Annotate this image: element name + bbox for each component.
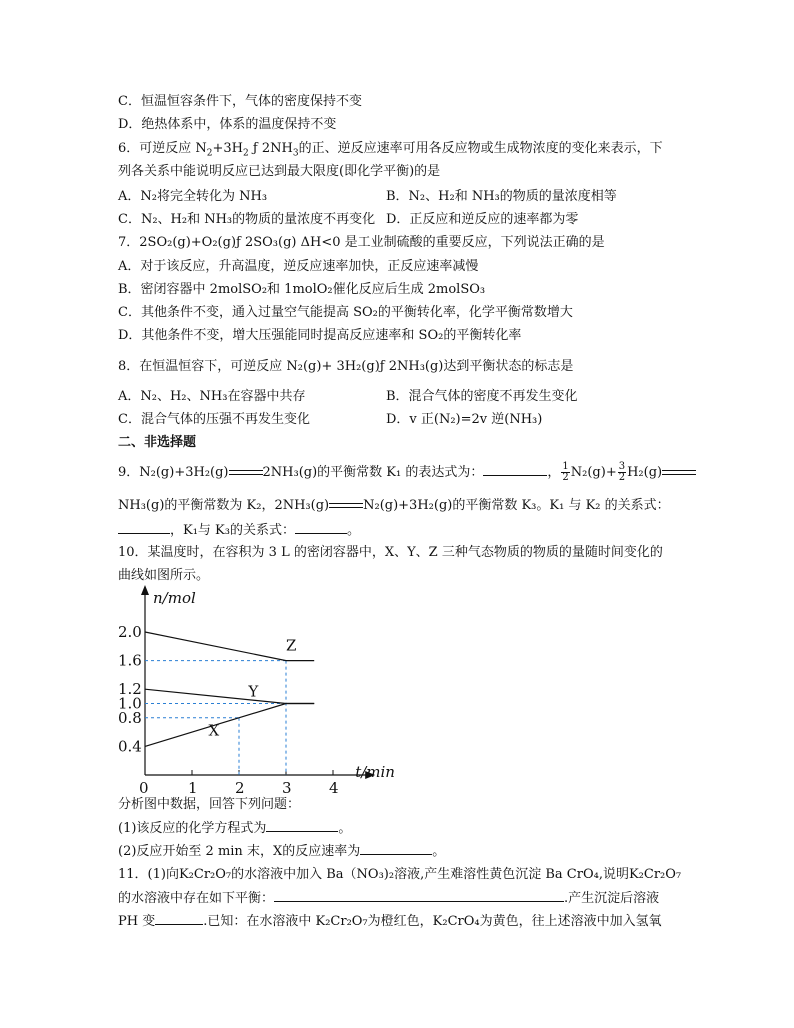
q6-option-b: B．N₂、H₂和 NH₃的物质的量浓度相等 (386, 189, 617, 204)
q7-option-b: B．密闭容器中 2molSO₂和 1molO₂催化反应后生成 2molSO₃ (118, 282, 486, 297)
y-tick-label: 0.8 (118, 708, 142, 727)
x-tick-label: 3 (282, 779, 292, 795)
question-11-line-3: PH 变 .已知：在水溶液中 K₂Cr₂O₇为橙红色，K₂CrO₄为黄色，往上述溶液中加入氢氧 (118, 914, 662, 929)
series-line-y (145, 689, 314, 703)
y-axis-label: n/mol (153, 589, 196, 607)
equilibrium-arrows-icon (662, 469, 696, 477)
answer-blank[interactable] (295, 521, 347, 534)
y-tick-label: 0.4 (118, 737, 142, 756)
x-tick-label: 0 (139, 779, 149, 795)
series-label-x: X (208, 721, 220, 740)
answer-blank[interactable] (274, 889, 564, 902)
y-tick-label: 1.6 (118, 651, 142, 670)
question-6-stem-cont: 列各关系中能说明反应已达到最大限度(即化学平衡)的是 (118, 164, 441, 179)
answer-blank[interactable] (118, 521, 170, 534)
question-9-line-3: ，K₁与 K₃的关系式： 。 (118, 521, 360, 540)
y-tick-label: 1.2 (118, 680, 142, 699)
question-10-stem-cont: 曲线如图所示。 (118, 568, 210, 583)
q8-option-c: C．混合气体的压强不再发生变化 (118, 412, 310, 427)
q8-option-a: A．N₂、H₂、NH₃在容器中共存 (118, 389, 306, 404)
answer-blank[interactable] (360, 842, 432, 855)
q7-option-c: C．其他条件不变，通入过量空气能提高 SO₂的平衡转化率，化学平衡常数增大 (118, 305, 573, 320)
question-10-part-1: (1)该反应的化学方程式为 。 (118, 821, 352, 836)
question-10-prompt: 分析图中数据，回答下列问题： (118, 797, 301, 812)
equilibrium-arrows-icon (329, 502, 363, 510)
x-axis-label: t/min (355, 763, 395, 781)
x-tick-label: 1 (188, 779, 198, 795)
answer-blank[interactable] (266, 819, 338, 832)
question-9-line-1: 9．N₂(g)+3H₂(g) 2NH₃(g)的平衡常数 K₁ 的表达式为： ， $\frac{1}{2}$ N₂(g)+ $\frac{3}{2}$ H₂(g) (118, 462, 696, 483)
question-10-stem: 10．某温度时，在容积为 3 L 的密闭容器中，X、Y、Z 三种气态物质的物质的量随时间变化的 (118, 545, 663, 560)
question-6-stem: 6．可逆反应 $N_2+3H_2$ ƒ $2NH_3$的正、逆反应速率可用各反应物或生成物浓度的变化来表示，下 (118, 141, 663, 159)
series-line-x (145, 704, 314, 747)
y-tick-label: 2.0 (118, 623, 142, 641)
q6-option-c: C．N₂、H₂和 NH₃的物质的量浓度不再变化 (118, 212, 376, 227)
question-7-stem: 7．2SO₂(g)+O₂(g)ƒ 2SO₃(g) ΔH<0 是工业制硫酸的重要反应，下列说法正确的是 (118, 235, 605, 250)
x-tick-label: 4 (329, 779, 339, 795)
q8-option-b: B．混合气体的密度不再发生变化 (386, 389, 578, 404)
series-label-z: Z (286, 636, 297, 655)
fraction-half: $\frac{1}{2}$ (562, 461, 569, 483)
question-8-stem: 8．在恒温恒容下，可逆反应 N₂(g)+ 3H₂(g)ƒ 2NH₃(g)达到平衡状态的标志是 (118, 359, 574, 374)
q8-option-d: D．v 正(N₂)=2v 逆(NH₃) (386, 412, 543, 427)
question-11-line-2: 的水溶液中存在如下平衡： .产生沉淀后溶液 (118, 891, 660, 906)
y-tick-label: 1.0 (118, 694, 142, 713)
question-10-part-2: (2)反应开始至 2 min 末，X的反应速率为 。 (118, 844, 446, 859)
answer-blank[interactable] (483, 463, 547, 476)
question-9-line-2: NH₃(g)的平衡常数为 K₂，2NH₃(g) N₂(g)+3H₂(g)的平衡常数 K₃。K₁ 与 K₂ 的关系式： (118, 498, 670, 513)
q6-option-d: D．正反应和逆反应的速率都为零 (386, 212, 579, 227)
option-d-line: D．绝热体系中，体系的温度保持不变 (118, 117, 337, 132)
equilibrium-arrows-icon (229, 469, 263, 477)
q7-option-a: A．对于该反应，升高温度，逆反应速率加快，正反应速率减慢 (118, 259, 479, 274)
y-axis-arrow-icon (141, 585, 149, 595)
section-heading: 二、非选择题 (118, 435, 197, 450)
answer-blank[interactable] (155, 912, 203, 925)
question-11-line-1: 11．(1)向K₂Cr₂O₇的水溶液中加入 Ba（NO₃)₂溶液,产生难溶性黄色沉淀 Ba CrO₄,说明K₂Cr₂O₇ (118, 867, 682, 882)
mole-vs-time-chart (118, 583, 418, 795)
series-label-y: Y (248, 682, 259, 701)
option-c-line: C．恒温恒容条件下，气体的密度保持不变 (118, 94, 362, 109)
q6-option-a: A．N₂将完全转化为 NH₃ (118, 189, 268, 204)
x-tick-label: 2 (235, 779, 245, 795)
q7-option-d: D．其他条件不变，增大压强能同时提高反应速率和 SO₂的平衡转化率 (118, 328, 522, 343)
fraction-three-halves: $\frac{3}{2}$ (618, 461, 626, 483)
